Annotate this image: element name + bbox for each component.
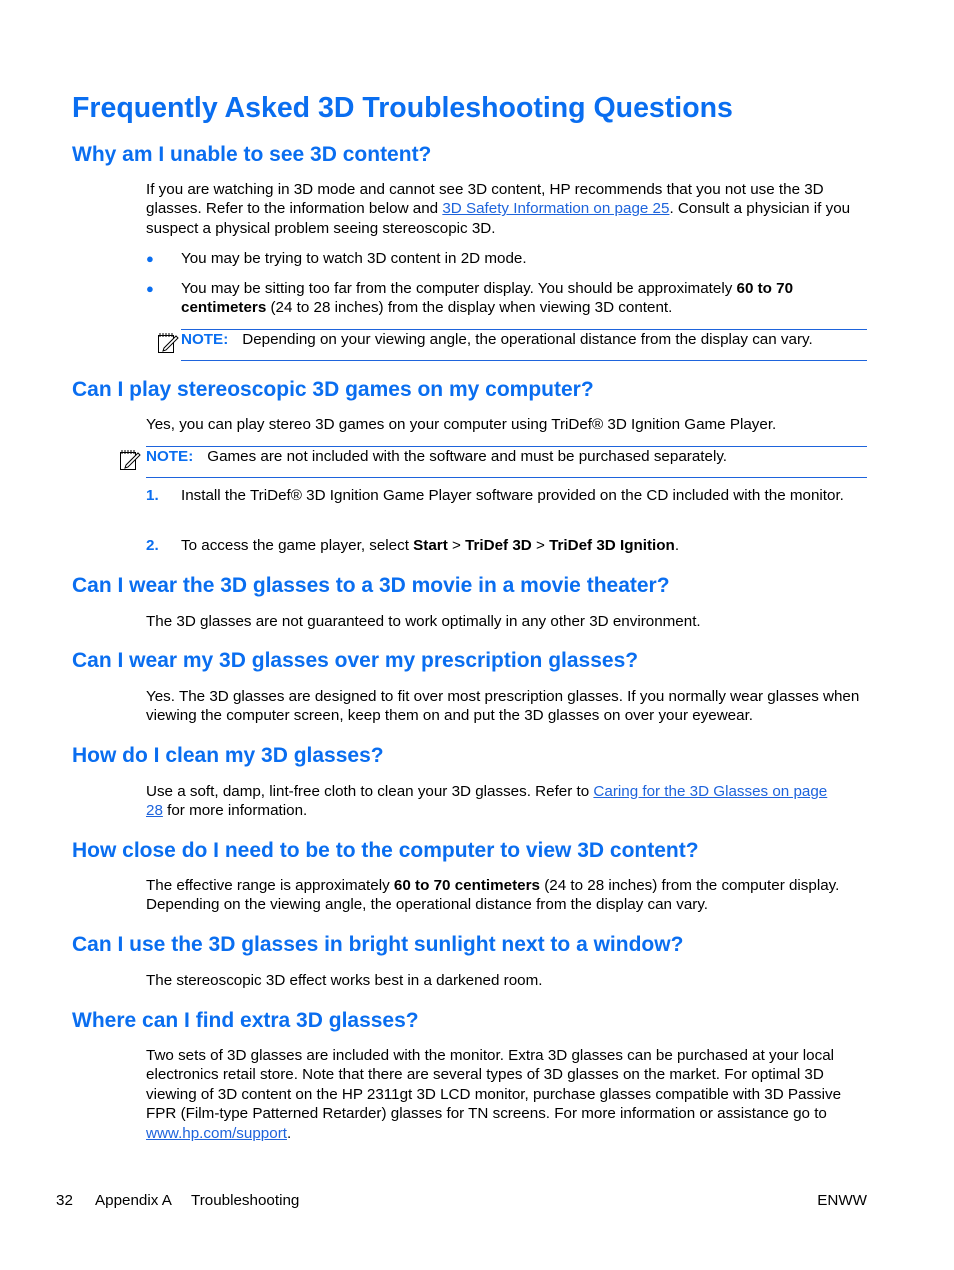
heading-bright-sunlight: Can I use the 3D glasses in bright sunlight next to a window?: [72, 933, 684, 956]
heading-stereoscopic-games: Can I play stereoscopic 3D games on my computer?: [72, 378, 594, 401]
bullet-text: You may be sitting too far from the computer display. You should be approximately: [181, 280, 737, 297]
bullet-icon: ●: [146, 251, 154, 266]
bullet-item: You may be trying to watch 3D content in 2D mode.: [181, 250, 527, 267]
note-content: [181, 330, 813, 349]
step-item: [181, 536, 867, 555]
paragraph-text: Use a soft, damp, lint-free cloth to clean your 3D glasses. Refer to: [146, 783, 594, 800]
paragraph-bold-text: 60 to 70 centimeters: [393, 877, 540, 894]
heading-prescription-glasses: Can I wear my 3D glasses over my prescription glasses?: [72, 649, 639, 672]
note-text: Games are not included with the software and must be purchased separately.: [207, 448, 728, 465]
page-title: Frequently Asked 3D Troubleshooting Questions: [72, 92, 733, 124]
paragraph-text: (24 to 28 inches) from the computer display. Depending on the viewing angle, the operational distance from the display can vary.: [146, 877, 840, 914]
link-3d-safety-information[interactable]: 3D Safety Information on page 25: [442, 200, 670, 218]
paragraph-bright-sunlight: The stereoscopic 3D effect works best in a darkened room.: [146, 972, 543, 989]
paragraph-text: The effective range is approximately: [146, 877, 394, 894]
heading-movie-theater: Can I wear the 3D glasses to a 3D movie in a movie theater?: [72, 574, 670, 597]
footer-chapter-title: Troubleshooting: [191, 1192, 300, 1209]
footer-edition: ENWW: [817, 1192, 867, 1209]
paragraph-text: If you are watching in 3D mode and cannot see 3D content, HP recommends that you not use the 3D glasses. Refer to the information below and: [146, 181, 824, 218]
footer-chapter: Appendix A: [95, 1192, 172, 1209]
step-number: 2.: [146, 537, 159, 554]
note-content: [146, 447, 727, 466]
paragraph-how-close: [146, 876, 866, 915]
bullet-item: [181, 279, 867, 318]
note-label: NOTE:: [146, 448, 194, 465]
paragraph-text: .: [286, 1124, 292, 1142]
note-pad-pencil-icon: [118, 449, 142, 471]
bullet-icon: ●: [146, 281, 154, 296]
note-box: [181, 329, 867, 361]
paragraph-stereoscopic-games: Yes, you can play stereo 3D games on your computer using TriDef® 3D Ignition Game Player.: [146, 416, 777, 433]
paragraph-unable-to-see-3d: [146, 180, 866, 238]
step-text: .: [674, 537, 680, 554]
menu-path-separator: >: [531, 537, 550, 554]
menu-path-tridef-3d: TriDef 3D: [465, 537, 532, 554]
menu-path-start: Start: [413, 537, 448, 554]
paragraph-extra-glasses: [146, 1046, 866, 1143]
step-item: Install the TriDef® 3D Ignition Game Player software provided on the CD included with the monitor.: [181, 487, 844, 504]
paragraph-prescription-glasses: Yes. The 3D glasses are designed to fit over most prescription glasses. If you normally wear glasses when viewing the computer screen, keep them on and put the 3D glasses on over your eyewear.: [146, 688, 860, 725]
paragraph-movie-theater: The 3D glasses are not guaranteed to work optimally in any other 3D environment.: [146, 613, 701, 630]
link-hp-support[interactable]: www.hp.com/support: [146, 1124, 287, 1142]
menu-path-separator: >: [447, 537, 466, 554]
step-text: To access the game player, select: [181, 537, 414, 554]
paragraph-text: Two sets of 3D glasses are included with the monitor. Extra 3D glasses can be purchased at your local electronics retail store. Note that there are several types of 3D glasses on the market. For optimal 3D viewing of 3D content on the HP 2311gt 3D LCD monitor, purchase glasses compatible with 3D Passive FPR (Film-type Patterned Retarder) glasses for TN screens. For more information or assistance go to: [146, 1047, 842, 1123]
heading-how-close: How close do I need to be to the computer to view 3D content?: [72, 839, 699, 862]
paragraph-text: for more information.: [162, 802, 308, 820]
paragraph-clean-glasses: [146, 782, 836, 821]
note-pad-pencil-icon: [156, 332, 180, 354]
menu-path-tridef-3d-ignition: TriDef 3D Ignition: [549, 537, 675, 554]
step-number: 1.: [146, 487, 159, 504]
link-caring-for-3d-glasses[interactable]: Caring for the 3D Glasses on page 28: [146, 783, 828, 820]
heading-extra-glasses: Where can I find extra 3D glasses?: [72, 1009, 419, 1032]
note-label: NOTE:: [181, 331, 229, 348]
footer-page-number: 32: [56, 1192, 73, 1209]
heading-clean-glasses: How do I clean my 3D glasses?: [72, 744, 384, 767]
heading-unable-to-see-3d: Why am I unable to see 3D content?: [72, 143, 432, 166]
bullet-bold-text: 60 to 70 centimeters: [181, 280, 794, 317]
note-text: Depending on your viewing angle, the operational distance from the display can vary.: [242, 331, 813, 348]
note-box: [146, 446, 867, 478]
bullet-text: (24 to 28 inches) from the display when viewing 3D content.: [266, 299, 673, 317]
paragraph-text: . Consult a physician if you suspect a physical problem seeing stereoscopic 3D.: [146, 200, 851, 237]
